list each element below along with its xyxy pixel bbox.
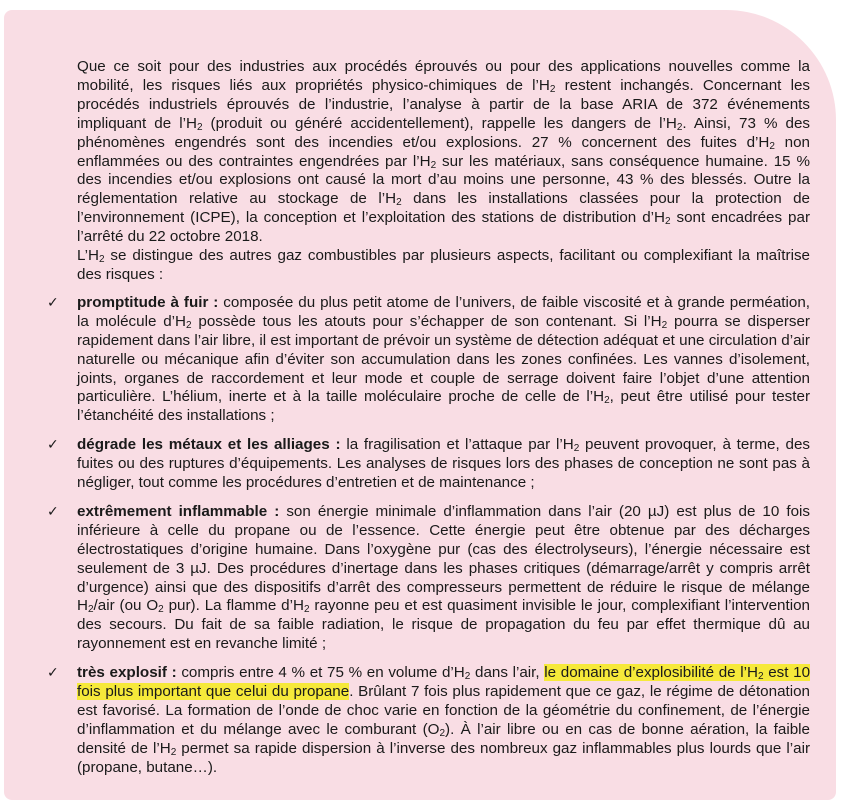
highlighted-text: est 10 fois plus important que celui du propane — [77, 664, 811, 701]
subscript: 2 — [661, 319, 668, 331]
subscript: 2 — [665, 216, 671, 228]
subscript: 2 — [604, 395, 610, 407]
subscript: 2 — [549, 83, 556, 95]
highlighted-text: le domaine d’explosibilité de l’H — [544, 664, 758, 682]
list-item-text: composée du plus petit atome de l’univers, de faible viscosité et à grande perméation, la molécule $d’H_2$ possède tous les atouts pour s’échapper de son contenant. Si $l’H_2$ pourra se disperser rapidement dans l’air libre, il est important de prévoir un système de détection adéquat et une circulation d’air naturelle ou mécanique afin d’éviter son accumulation dans les zones confinées. Les vannes d’isolement, joints, organes de raccordement et leur mode et couple de serrage doivent faire l’objet d’une attention particulière. L’hélium, inerte et à la taille moléculaire proche de celle de $l’H_2$, peut être utilisé pour tester l’étanchéité des installations ; — [77, 293, 810, 425]
list-item-text: la fragilisation et l’attaque par $l’H_2$ peuvent provoquer, à terme, des fuites ou des ruptures d’équipements. Les analyses de risques lors des phases de conception ne sont pas à négliger, tout comme les procédures d’entretien et de maintenance ; — [77, 436, 811, 492]
list-item-term: extrêmement inflammable : — [77, 502, 280, 520]
list-item — [47, 502, 810, 654]
highlighted-text: 2 — [758, 664, 764, 681]
subscript: 2 — [573, 443, 580, 455]
pink-text-box — [4, 10, 836, 800]
subscript: 2 — [464, 671, 471, 683]
list-item — [47, 293, 810, 426]
subscript: 2 — [430, 159, 437, 171]
list-item-text: son énergie minimale d’inflammation dans l’air (20 µJ) est plus de 10 fois inférieure à celle du propane ou de l’essence. Cette énergie peut être obtenue par des décharges électrostatiques d’origine humaine. Dans l’oxygène pur (cas des électrolyseurs), l’énergie nécessaire est seulement de 3 µJ. Des procédures d’inertage dans les phases critiques (démarrage/arrêt y compris arrêt d’urgence) ainsi que des dispositifs d’arrêt des compresseurs permettent de réduire le risque de mélange $H_2$/air (ou $O_2$ pur). La flamme $d’H_2$ rayonne peu et est quasiment invisible le jour, complexifiant l’intervention des secours. Du fait de sa faible radiation, le risque de propagation du feu par effet thermique dû au rayonnement est en revanche limité ; — [77, 502, 810, 653]
checkmark-icon: ✓ — [47, 503, 59, 520]
checkmark-icon: ✓ — [47, 437, 59, 454]
subscript: 2 — [87, 604, 94, 616]
subscript: 2 — [186, 319, 192, 331]
document-body — [47, 58, 811, 778]
risk-list — [47, 293, 811, 778]
list-item-text: compris entre 4 % et 75 % en volume $d’H_2$ dans l’air, le domaine d’explosibilité de $l’H_2$ est 10 fois plus important que celui du propane. Brûlant 7 fois plus rapidement que ce gaz, le régime de détonation est favorisé. La formation de l’onde de choc varie en fonction de la géométrie du confinement, de l’énergie d’inflammation et du mélange avec le comburant $(O_2)$. À l’air libre ou en cas de bonne aération, la faible densité de $l’H_2$ permet sa rapide dispersion à l’inverse des nombreux gaz inflammables plus lourds que l’air (propane, butane…). — [77, 664, 811, 776]
subscript: 2 — [170, 746, 177, 758]
subscript: 2 — [196, 121, 203, 133]
subscript: 2 — [98, 254, 105, 266]
subscript: 2 — [396, 197, 402, 209]
subscript: 2 — [158, 604, 164, 616]
subscript: 2 — [676, 121, 683, 133]
subscript: 2 — [769, 140, 775, 152]
list-item-term: dégrade les métaux et les alliages : — [77, 436, 341, 454]
list-item-term: très explosif : — [77, 664, 177, 682]
list-item — [47, 436, 811, 493]
list-item-term: promptitude à fuir : — [77, 293, 219, 311]
list-item — [47, 664, 811, 777]
intro-paragraph-2: $L’H_2$ se distingue des autres gaz combustibles par plusieurs aspects, facilitant ou complexifiant la maîtrise des risques : — [77, 247, 810, 283]
checkmark-icon: ✓ — [47, 665, 59, 682]
checkmark-icon: ✓ — [47, 294, 59, 311]
intro-paragraph: Que ce soit pour des industries aux procédés éprouvés ou pour des applications nouvelles comme la mobilité, les risques liés aux propriétés physico-chimiques de $l’H_2$ restent inchangés. Concernant les procédés industriels éprouvés de l’industrie, l’analyse à partir de la base ARIA de 372 événements impliquant de $l’H_2$ (produit ou généré accidentellement), rappelle les dangers de $l’H_2$. Ainsi, 73 % des phénomènes engendrés sont des incendies et/ou explosions. 27 % concernent des fuites $d’H_2$ non enflammées ou des contraintes engendrées par $l’H_2$ sur les matériaux, sans conséquence humaine. 15 % des incendies et/ou explosions ont causé la mort d’au moins une personne, 43 % des blessés. Outre la réglementation relative au stockage de $l’H_2$ dans les installations classées pour la protection de l’environnement (ICPE), la conception et l’exploitation des stations de distribution $d’H_2$ sont encadrées par l’arrêté du 22 octobre 2018. — [77, 58, 811, 246]
subscript: 2 — [303, 604, 310, 616]
subscript: 2 — [439, 727, 446, 739]
